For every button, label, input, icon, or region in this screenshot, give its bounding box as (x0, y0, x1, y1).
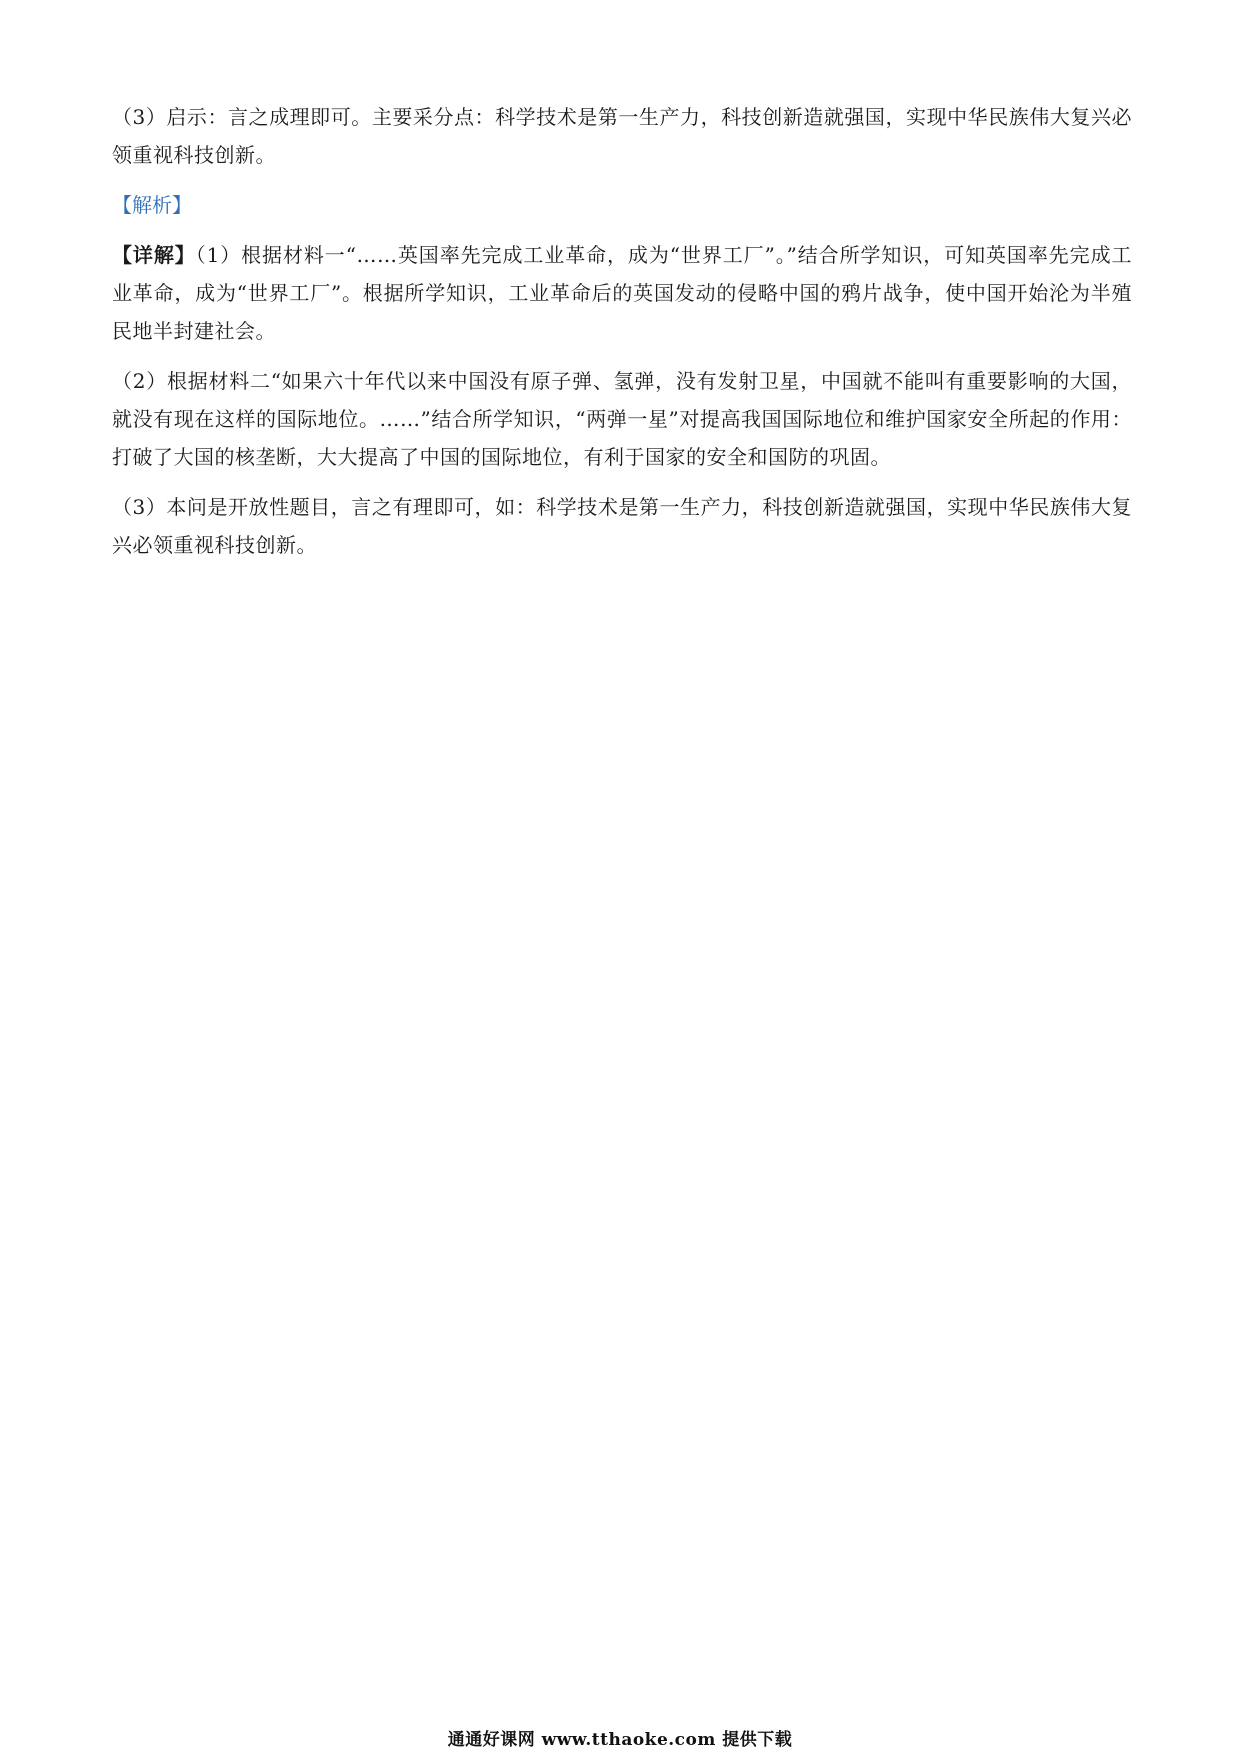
answer-q3: （3）启示：言之成理即可。主要采分点：科学技术是第一生产力，科技创新造就强国，实现中华民族伟大复兴必领重视科技创新。 (112, 105, 1132, 167)
analysis-tag: 【解析】 (112, 193, 192, 217)
page-footer: 通通好课网 www.tthaoke.com 提供下载 (447, 1730, 793, 1750)
document-content (112, 98, 1132, 576)
analysis-p1 (112, 236, 1132, 350)
detail-tag: 【详解】 (112, 243, 196, 267)
analysis-p1-text: （1）根据材料一“……英国率先完成工业革命，成为“世界工厂”。”结合所学知识，可知英国率先完成工业革命，成为“世界工厂”。根据所学知识，工业革命后的英国发动的侵略中国的鸦片战争，使中国开始沦为半殖民地半封建社会。 (112, 243, 1133, 343)
analysis-p3: （3）本问是开放性题目，言之有理即可，如：科学技术是第一生产力，科技创新造就强国，实现中华民族伟大复兴必领重视科技创新。 (112, 495, 1132, 557)
analysis-p2: （2）根据材料二“如果六十年代以来中国没有原子弹、氢弹，没有发射卫星，中国就不能叫有重要影响的大国，就没有现在这样的国际地位。……”结合所学知识，“两弹一星”对提高我国国际地位和维护国家安全所起的作用：打破了大国的核垄断，大大提高了中国的国际地位，有利于国家的安全和国防的巩固。 (112, 369, 1132, 469)
